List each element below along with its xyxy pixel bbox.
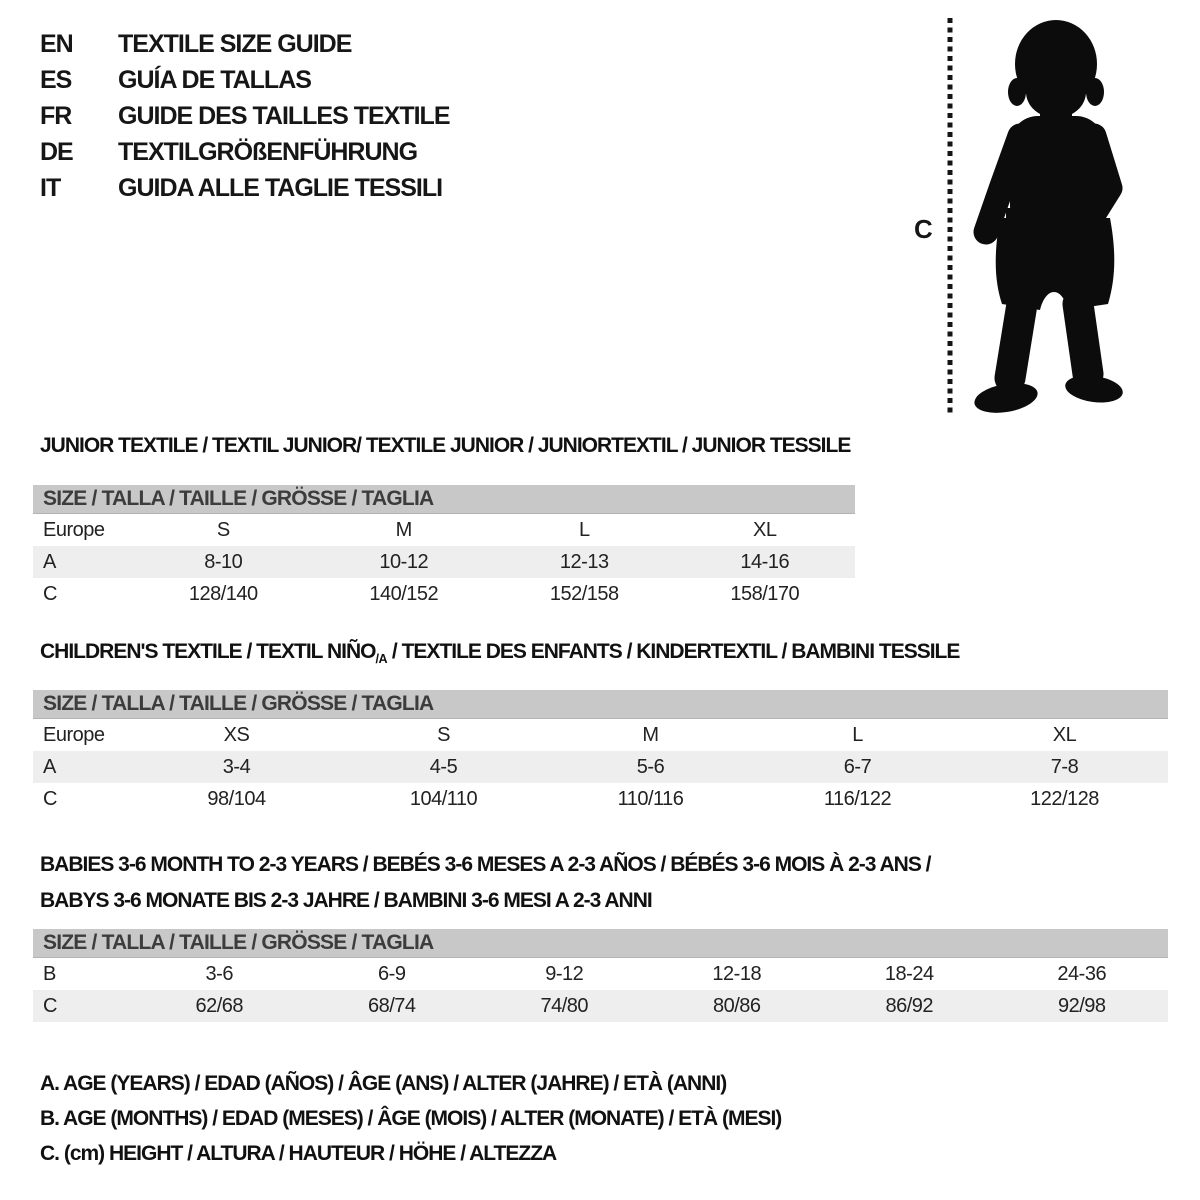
cell: 3-4 xyxy=(222,755,251,778)
row-label: A xyxy=(43,755,56,778)
language-row-fr xyxy=(40,98,450,134)
table-row-months xyxy=(33,958,1168,990)
cell: 7-8 xyxy=(1050,755,1079,778)
junior-section-title: JUNIOR TEXTILE / TEXTIL JUNIOR/ TEXTILE JUNIOR / JUNIORTEXTIL / JUNIOR TESSILE xyxy=(40,434,851,457)
cell: 128/140 xyxy=(188,582,258,605)
cell: S xyxy=(437,723,450,746)
row-label: Europe xyxy=(43,518,105,541)
language-row-it xyxy=(40,170,450,206)
cell: 98/104 xyxy=(207,787,266,810)
legend-line-height: C. (cm) HEIGHT / ALTURA / HAUTEUR / HÖHE / ALTEZZA xyxy=(40,1142,557,1165)
cell: L xyxy=(852,723,863,746)
cell: 62/68 xyxy=(195,994,244,1017)
title-subscript: /A xyxy=(375,652,388,667)
cell: 86/92 xyxy=(885,994,934,1017)
height-dashed-line-icon xyxy=(946,16,954,418)
row-label: B xyxy=(43,962,56,985)
cell: L xyxy=(578,518,590,541)
cell: M xyxy=(395,518,412,541)
language-list xyxy=(40,26,450,206)
cell: 152/158 xyxy=(549,582,619,605)
language-title: GUIDA ALLE TAGLIE TESSILI xyxy=(118,173,443,202)
cell: 116/122 xyxy=(823,787,892,810)
language-title: GUÍA DE TALLAS xyxy=(118,65,311,94)
cell: 12-13 xyxy=(559,550,609,573)
language-code: DE xyxy=(40,137,73,166)
size-header-band: SIZE / TALLA / TAILLE / GRÖSSE / TAGLIA xyxy=(33,929,1168,958)
cell: 74/80 xyxy=(540,994,589,1017)
row-label: C xyxy=(43,787,57,810)
cell: 3-6 xyxy=(205,962,233,985)
cell: 4-5 xyxy=(429,755,458,778)
table-row-europe xyxy=(33,514,855,546)
table-row-height xyxy=(33,783,1168,815)
height-measure-label: C xyxy=(914,214,933,244)
cell: S xyxy=(216,518,230,541)
size-header-band: SIZE / TALLA / TAILLE / GRÖSSE / TAGLIA xyxy=(33,690,1168,719)
table-row-europe xyxy=(33,719,1168,751)
cell: M xyxy=(642,723,659,746)
cell: 80/86 xyxy=(712,994,761,1017)
cell: 158/170 xyxy=(730,582,800,605)
cell: 140/152 xyxy=(369,582,439,605)
row-label: Europe xyxy=(43,723,105,746)
language-title: GUIDE DES TAILLES TEXTILE xyxy=(118,101,450,130)
babies-section-title xyxy=(40,847,980,919)
cell: 8-10 xyxy=(204,550,243,573)
language-row-es xyxy=(40,62,450,98)
cell: 92/98 xyxy=(1057,994,1106,1017)
cell: XL xyxy=(1052,723,1077,746)
row-label: C xyxy=(43,582,57,605)
cell: 9-12 xyxy=(545,962,584,985)
cell: 14-16 xyxy=(740,550,790,573)
legend-line-age-years: A. AGE (YEARS) / EDAD (AÑOS) / ÂGE (ANS) / ALTER (JAHRE) / ETÀ (ANNI) xyxy=(40,1072,727,1095)
title-text: / TEXTILE DES ENFANTS / KINDERTEXTIL / BAMBINI TESSILE xyxy=(387,640,960,663)
language-row-de xyxy=(40,134,450,170)
cell: 24-36 xyxy=(1057,962,1107,985)
cell: 12-18 xyxy=(712,962,762,985)
title-line: BABIES 3-6 MONTH TO 2-3 YEARS / BEBÉS 3-6 MESES A 2-3 AÑOS / BÉBÉS 3-6 MOIS À 2-3 ANS / xyxy=(40,853,931,876)
table-row-height xyxy=(33,578,855,610)
table-row-height xyxy=(33,990,1168,1022)
junior-size-table xyxy=(33,485,855,610)
row-label: C xyxy=(43,994,57,1017)
cell: 18-24 xyxy=(884,962,934,985)
legend xyxy=(40,1066,781,1171)
cell: 5-6 xyxy=(636,755,665,778)
title-line: BABYS 3-6 MONATE BIS 2-3 JAHRE / BAMBINI 3-6 MESI A 2-3 ANNI xyxy=(40,889,652,912)
language-code: EN xyxy=(40,29,73,58)
cell: XS xyxy=(223,723,250,746)
babies-size-table xyxy=(33,929,1168,1022)
cell: 10-12 xyxy=(379,550,429,573)
cell: 122/128 xyxy=(1030,787,1099,810)
language-code: IT xyxy=(40,173,61,202)
language-row-en xyxy=(40,26,450,62)
children-section-title xyxy=(40,640,959,666)
language-code: ES xyxy=(40,65,72,94)
language-code: FR xyxy=(40,101,72,130)
cell: 68/74 xyxy=(367,994,416,1017)
size-header-band: SIZE / TALLA / TAILLE / GRÖSSE / TAGLIA xyxy=(33,485,855,514)
language-title: TEXTILE SIZE GUIDE xyxy=(118,29,352,58)
table-row-age xyxy=(33,546,855,578)
cell: 104/110 xyxy=(409,787,478,810)
cell: 6-9 xyxy=(378,962,406,985)
title-text: CHILDREN'S TEXTILE / TEXTIL NIÑO xyxy=(40,640,376,663)
cell: 6-7 xyxy=(843,755,872,778)
children-size-table xyxy=(33,690,1168,815)
language-title: TEXTILGRÖßENFÜHRUNG xyxy=(118,137,418,166)
row-label: A xyxy=(43,550,56,573)
legend-line-age-months: B. AGE (MONTHS) / EDAD (MESES) / ÂGE (MOIS) / ALTER (MONATE) / ETÀ (MESI) xyxy=(40,1107,782,1130)
table-row-age xyxy=(33,751,1168,783)
cell: 110/116 xyxy=(617,787,684,810)
cell: XL xyxy=(753,518,777,541)
toddler-silhouette-icon xyxy=(962,18,1138,420)
